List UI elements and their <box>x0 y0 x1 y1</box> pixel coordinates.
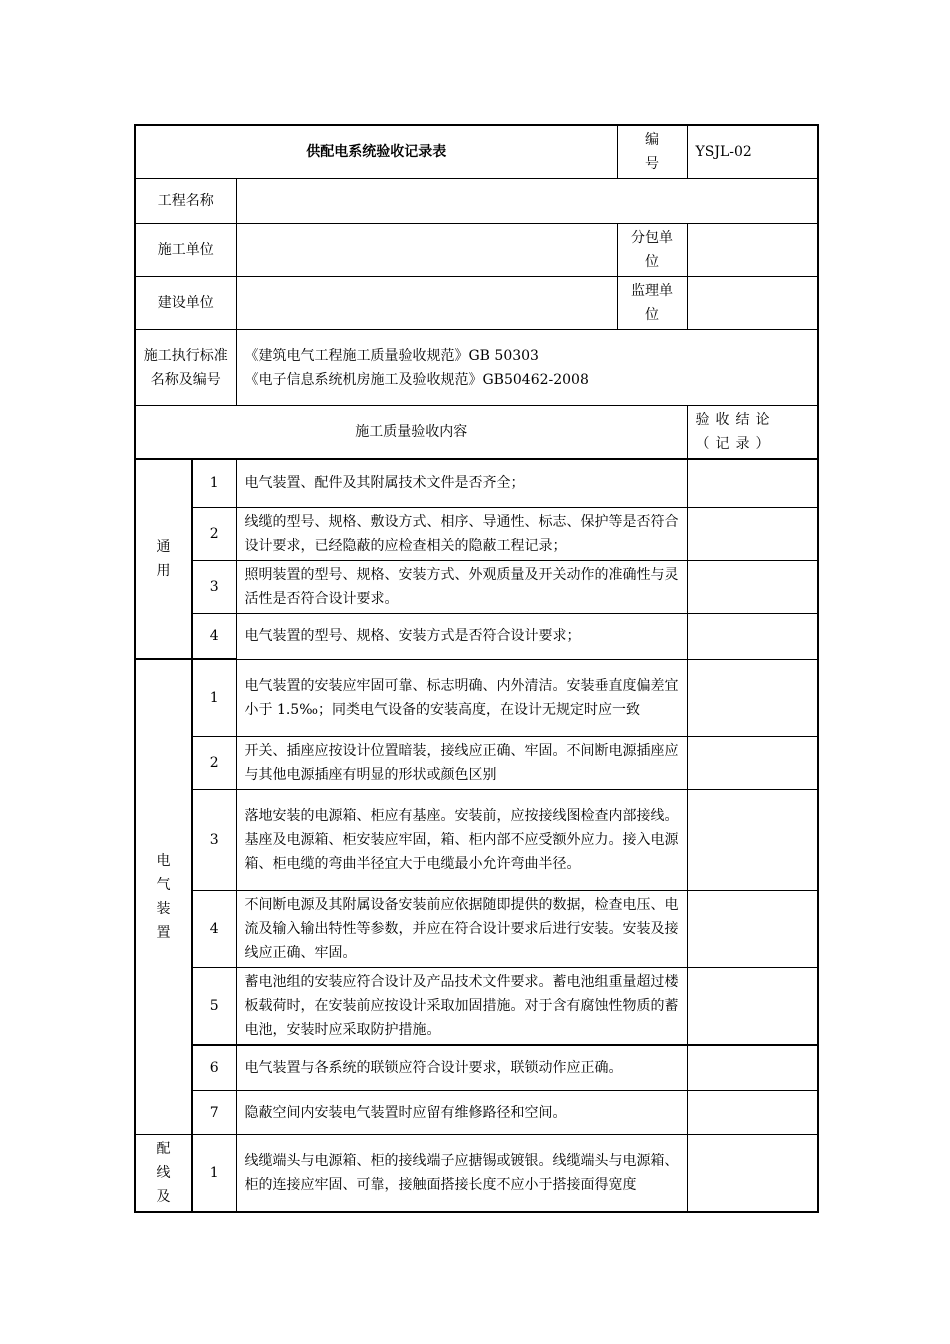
project-name-label: 工程名称 <box>135 179 236 224</box>
item-conclusion-field[interactable] <box>687 507 818 560</box>
item-number: 7 <box>192 1091 236 1135</box>
standard-label: 施工执行标准名称及编号 <box>135 330 236 406</box>
item-text: 电气装置的安装应牢固可靠、标志明确、内外清洁。安装垂直度偏差宜小于 1.5‰；同类电气设备的安装高度，在设计无规定时应一致 <box>236 659 687 736</box>
item-text: 落地安装的电源箱、柜应有基座。安装前，应按接线图检查内部接线。基座及电源箱、柜安装应牢固，箱、柜内部不应受额外应力。接入电源箱、柜电缆的弯曲半径宜大于电缆最小允许弯曲半径。 <box>236 789 687 890</box>
content-heading: 施工质量验收内容 <box>135 406 687 460</box>
item-conclusion-field[interactable] <box>687 890 818 967</box>
item-number: 3 <box>192 560 236 613</box>
item-text: 线缆端头与电源箱、柜的接线端子应搪锡或镀银。线缆端头与电源箱、柜的连接应牢固、可靠，接触面搭接长度不应小于搭接面得宽度 <box>236 1135 687 1213</box>
item-number: 2 <box>192 736 236 789</box>
standard-value <box>236 330 818 406</box>
item-conclusion-field[interactable] <box>687 459 818 507</box>
item-text: 隐蔽空间内安装电气装置时应留有维修路径和空间。 <box>236 1091 687 1135</box>
supervision-unit-label: 监理单位 <box>617 277 687 330</box>
form-title: 供配电系统验收记录表 <box>135 125 617 179</box>
item-number: 1 <box>192 659 236 736</box>
standard-line-1: 《建筑电气工程施工质量验收规范》GB 50303 <box>244 347 539 364</box>
item-number: 5 <box>192 967 236 1045</box>
item-text: 电气装置与各系统的联锁应符合设计要求，联锁动作应正确。 <box>236 1045 687 1091</box>
construction-unit-field[interactable] <box>236 224 617 277</box>
group-wiring: 配 线 及 <box>135 1135 192 1213</box>
item-number: 6 <box>192 1045 236 1091</box>
item-number: 4 <box>192 890 236 967</box>
group-electrical-devices: 电 气 装 置 <box>135 659 192 1135</box>
item-conclusion-field[interactable] <box>687 789 818 890</box>
item-text: 电气装置的型号、规格、安装方式是否符合设计要求； <box>236 613 687 659</box>
code-value: YSJL-02 <box>687 125 818 179</box>
construction-unit-label: 施工单位 <box>135 224 236 277</box>
item-text: 照明装置的型号、规格、安装方式、外观质量及开关动作的准确性与灵活性是否符合设计要求。 <box>236 560 687 613</box>
item-number: 1 <box>192 459 236 507</box>
group-general: 通 用 <box>135 459 192 659</box>
item-conclusion-field[interactable] <box>687 560 818 613</box>
item-number: 3 <box>192 789 236 890</box>
builder-unit-label: 建设单位 <box>135 277 236 330</box>
supervision-unit-field[interactable] <box>687 277 818 330</box>
item-text: 开关、插座应按设计位置暗装，接线应正确、牢固。不间断电源插座应与其他电源插座有明显的形状或颜色区别 <box>236 736 687 789</box>
item-number: 4 <box>192 613 236 659</box>
conclusion-heading: 验收结论（记录） <box>687 406 818 460</box>
acceptance-record-table <box>134 124 819 1213</box>
item-conclusion-field[interactable] <box>687 659 818 736</box>
item-text: 蓄电池组的安装应符合设计及产品技术文件要求。蓄电池组重量超过楼板载荷时，在安装前应按设计采取加固措施。对于含有腐蚀性物质的蓄电池，安装时应采取防护措施。 <box>236 967 687 1045</box>
item-conclusion-field[interactable] <box>687 1135 818 1213</box>
item-conclusion-field[interactable] <box>687 613 818 659</box>
standard-line-2: 《电子信息系统机房施工及验收规范》GB50462-2008 <box>244 371 589 388</box>
item-text: 线缆的型号、规格、敷设方式、相序、导通性、标志、保护等是否符合设计要求，已经隐蔽的应检查相关的隐蔽工程记录； <box>236 507 687 560</box>
subcontract-unit-field[interactable] <box>687 224 818 277</box>
item-conclusion-field[interactable] <box>687 1091 818 1135</box>
code-label: 编 号 <box>617 125 687 179</box>
item-number: 2 <box>192 507 236 560</box>
builder-unit-field[interactable] <box>236 277 617 330</box>
item-number: 1 <box>192 1135 236 1213</box>
item-conclusion-field[interactable] <box>687 1045 818 1091</box>
item-text: 电气装置、配件及其附属技术文件是否齐全； <box>236 459 687 507</box>
item-conclusion-field[interactable] <box>687 967 818 1045</box>
item-text: 不间断电源及其附属设备安装前应依据随即提供的数据，检查电压、电流及输入输出特性等参数，并应在符合设计要求后进行安装。安装及接线应正确、牢固。 <box>236 890 687 967</box>
item-conclusion-field[interactable] <box>687 736 818 789</box>
project-name-field[interactable] <box>236 179 818 224</box>
subcontract-unit-label: 分包单位 <box>617 224 687 277</box>
